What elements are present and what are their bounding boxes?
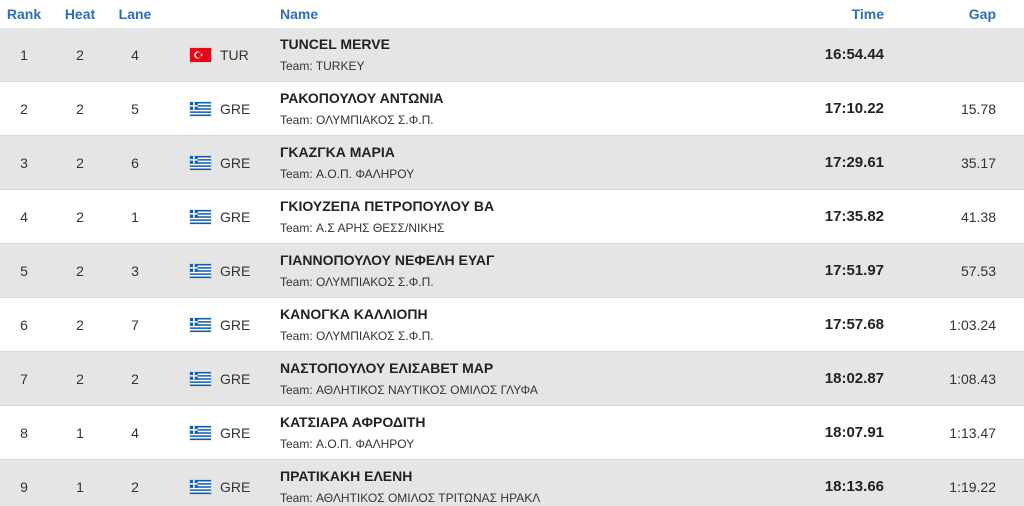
athlete-info xyxy=(280,251,780,290)
team-name: Team: ΑΘΛΗΤΙΚΟΣ ΟΜΙΛΟΣ ΤΡΙΤΩΝΑΣ ΗΡΑΚΛ xyxy=(280,491,541,505)
lane-cell: 2 xyxy=(131,371,139,387)
lane-cell: 1 xyxy=(131,209,139,225)
time-cell: 18:07.91 xyxy=(824,424,884,441)
country-code: GRE xyxy=(220,479,251,495)
time-cell: 18:02.87 xyxy=(824,370,884,387)
heat-cell: 1 xyxy=(76,425,84,441)
greece-flag-icon xyxy=(190,156,211,170)
table-row xyxy=(0,298,1024,352)
gap-cell: 35.17 xyxy=(960,155,996,171)
greece-flag-graphic xyxy=(190,156,211,170)
gap-cell: 1:13.47 xyxy=(949,425,996,441)
rank-cell: 1 xyxy=(20,47,28,63)
athlete-info xyxy=(280,305,780,344)
gap-cell: 41.38 xyxy=(960,209,996,225)
heat-cell: 2 xyxy=(76,155,84,171)
gap-cell: 1:19.22 xyxy=(949,479,996,495)
heat-cell: 2 xyxy=(76,317,84,333)
athlete-name: ΚΑΤΣΙΑΡΑ ΑΦΡΟΔΙΤΗ xyxy=(280,414,426,430)
athlete-name: ΓΚΙΟΥΖΕΠΑ ΠΕΤΡΟΠΟΥΛΟΥ ΒΑ xyxy=(280,198,495,214)
greece-flag-icon xyxy=(190,264,211,278)
greece-flag-icon xyxy=(190,102,211,116)
country-code: GRE xyxy=(220,155,251,171)
country-code: GRE xyxy=(220,317,251,333)
table-row xyxy=(0,190,1024,244)
table-header xyxy=(0,0,1024,28)
gap-cell: 1:03.24 xyxy=(949,317,996,333)
athlete-info xyxy=(280,413,780,452)
greece-flag-icon xyxy=(190,426,211,440)
table-row xyxy=(0,82,1024,136)
athlete-name: TUNCEL MERVE xyxy=(280,36,390,52)
rank-cell: 5 xyxy=(20,263,28,279)
rank-cell: 6 xyxy=(20,317,28,333)
country-code: GRE xyxy=(220,101,251,117)
lane-cell: 4 xyxy=(131,425,139,441)
column-header-heat: Heat xyxy=(64,6,96,22)
team-name: Team: Α.Ο.Π. ΦΑΛΗΡΟΥ xyxy=(280,167,415,181)
rank-cell: 7 xyxy=(20,371,28,387)
table-row xyxy=(0,136,1024,190)
gap-cell: 57.53 xyxy=(960,263,996,279)
time-cell: 17:35.82 xyxy=(824,208,884,225)
time-cell: 17:51.97 xyxy=(824,262,884,279)
gap-cell: 15.78 xyxy=(960,101,996,117)
greece-flag-graphic xyxy=(190,480,211,494)
country-code: GRE xyxy=(220,209,251,225)
greece-flag-icon xyxy=(190,210,211,224)
greece-flag-graphic xyxy=(190,264,211,278)
time-cell: 17:29.61 xyxy=(824,154,884,171)
greece-flag-graphic xyxy=(190,372,211,386)
rank-cell: 3 xyxy=(20,155,28,171)
time-cell: 17:10.22 xyxy=(824,100,884,117)
table-row xyxy=(0,244,1024,298)
greece-flag-graphic xyxy=(190,210,211,224)
team-name: Team: ΟΛΥΜΠΙΑΚΟΣ Σ.Φ.Π. xyxy=(280,113,434,127)
table-row xyxy=(0,352,1024,406)
gap-cell: 1:08.43 xyxy=(949,371,996,387)
country-code: TUR xyxy=(220,47,249,63)
rank-cell: 2 xyxy=(20,101,28,117)
lane-cell: 7 xyxy=(131,317,139,333)
country-code: GRE xyxy=(220,425,251,441)
greece-flag-graphic xyxy=(190,102,211,116)
athlete-name: ΠΡΑΤΙΚΑΚΗ ΕΛΕΝΗ xyxy=(280,468,413,484)
greece-flag-graphic xyxy=(190,426,211,440)
table-row xyxy=(0,406,1024,460)
table-row xyxy=(0,460,1024,506)
athlete-info xyxy=(280,197,780,236)
team-name: Team: Α.Ο.Π. ΦΑΛΗΡΟΥ xyxy=(280,437,415,451)
time-cell: 16:54.44 xyxy=(824,46,884,63)
heat-cell: 2 xyxy=(76,47,84,63)
heat-cell: 2 xyxy=(76,101,84,117)
athlete-info xyxy=(280,35,780,74)
lane-cell: 3 xyxy=(131,263,139,279)
lane-cell: 4 xyxy=(131,47,139,63)
rank-cell: 8 xyxy=(20,425,28,441)
athlete-name: ΚΑΝΟΓΚΑ ΚΑΛΛΙΟΠΗ xyxy=(280,306,428,322)
column-header-name: Name xyxy=(280,6,319,22)
lane-cell: 2 xyxy=(131,479,139,495)
greece-flag-icon xyxy=(190,480,211,494)
athlete-name: ΝΑΣΤΟΠΟΥΛΟΥ ΕΛΙΣΑΒΕΤ ΜΑΡ xyxy=(280,360,494,376)
lane-cell: 6 xyxy=(131,155,139,171)
team-name: Team: ΟΛΥΜΠΙΑΚΟΣ Σ.Φ.Π. xyxy=(280,329,434,343)
athlete-name: ΓΚΑΖΓΚΑ ΜΑΡΙΑ xyxy=(280,144,395,160)
team-name: Team: Α.Σ ΑΡΗΣ ΘΕΣΣ/ΝΙΚΗΣ xyxy=(280,221,445,235)
team-name: Team: TURKEY xyxy=(280,59,365,73)
rank-cell: 4 xyxy=(20,209,28,225)
athlete-info xyxy=(280,143,780,182)
athlete-name: ΓΙΑΝΝΟΠΟΥΛΟΥ ΝΕΦΕΛΗ ΕΥΑΓ xyxy=(280,252,495,268)
column-header-rank: Rank xyxy=(6,6,42,22)
time-cell: 18:13.66 xyxy=(824,478,884,495)
athlete-name: ΡΑΚΟΠΟΥΛΟΥ ΑΝΤΩΝΙΑ xyxy=(280,90,444,106)
rank-cell: 9 xyxy=(20,479,28,495)
team-name: Team: ΟΛΥΜΠΙΑΚΟΣ Σ.Φ.Π. xyxy=(280,275,434,289)
athlete-info xyxy=(280,467,780,506)
team-name: Team: ΑΘΛΗΤΙΚΟΣ ΝΑΥΤΙΚΟΣ ΟΜΙΛΟΣ ΓΛΥΦΑ xyxy=(280,383,538,397)
column-header-time: Time xyxy=(851,6,884,22)
heat-cell: 2 xyxy=(76,371,84,387)
column-header-gap: Gap xyxy=(968,6,996,22)
table-row xyxy=(0,28,1024,82)
column-header-lane: Lane xyxy=(118,6,152,22)
greece-flag-graphic xyxy=(190,318,211,332)
greece-flag-icon xyxy=(190,318,211,332)
country-code: GRE xyxy=(220,263,251,279)
turkey-flag-icon xyxy=(190,48,211,62)
turkey-flag-graphic xyxy=(190,48,211,62)
time-cell: 17:57.68 xyxy=(824,316,884,333)
athlete-info xyxy=(280,359,780,398)
heat-cell: 2 xyxy=(76,209,84,225)
heat-cell: 1 xyxy=(76,479,84,495)
lane-cell: 5 xyxy=(131,101,139,117)
greece-flag-icon xyxy=(190,372,211,386)
athlete-info xyxy=(280,89,780,128)
heat-cell: 2 xyxy=(76,263,84,279)
country-code: GRE xyxy=(220,371,251,387)
